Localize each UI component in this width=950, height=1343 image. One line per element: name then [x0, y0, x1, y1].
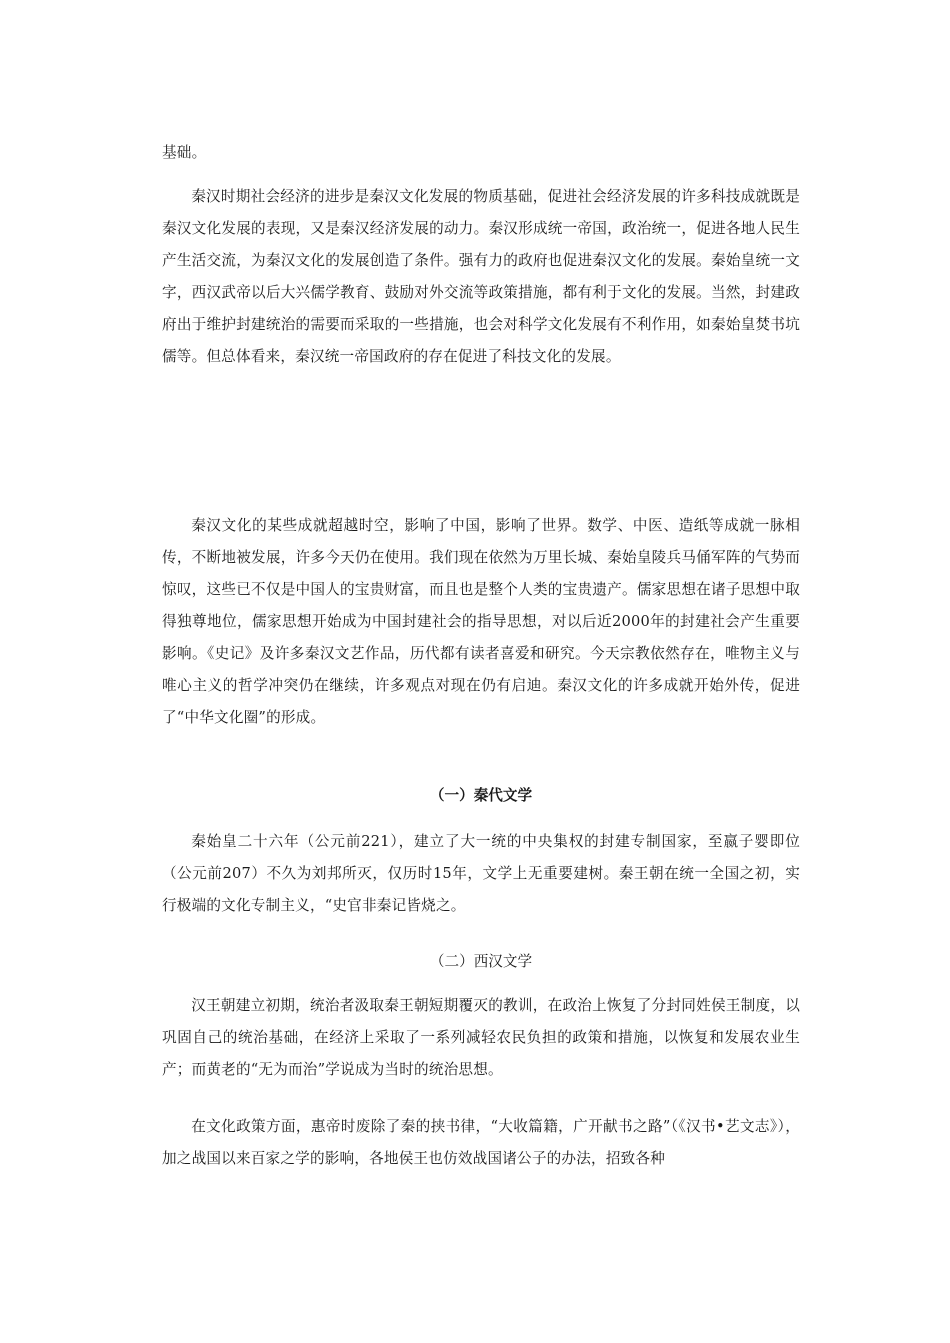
- section-heading-qin-literature: （一）秦代文学: [429, 787, 533, 804]
- paragraph-qin-literature: 秦始皇二十六年（公元前221），建立了大一统的中央集权的封建专制国家，至嬴子婴即位（公元前207）不久为刘邦所灭，仅历时15年，文学上无重要建树。秦王朝在统一全国之初，实行极端的文化专制主义，“史官非秦记皆烧之。: [162, 833, 800, 914]
- section-heading-western-han-literature: （二）西汉文学: [429, 953, 533, 970]
- paragraph-early-han-politics: 汉王朝建立初期，统治者汲取秦王朝短期覆灭的教训，在政治上恢复了分封同姓侯王制度，以巩固自己的统治基础，在经济上采取了一系列减轻农民负担的政策和措施，以恢复和发展农业生产；而黄老的“无为而治”学说成为当时的统治思想。: [162, 997, 800, 1078]
- paragraph-cultural-policy: 在文化政策方面，惠帝时废除了秦的挟书律，“大收篇籍，广开献书之路”（《汉书•艺文志》），加之战国以来百家之学的影响，各地侯王也仿效战国诸公子的办法，招致各种: [162, 1118, 800, 1167]
- paragraph-cultural-influence: 秦汉文化的某些成就超越时空，影响了中国，影响了世界。数学、中医、造纸等成就一脉相传，不断地被发展，许多今天仍在使用。我们现在依然为万里长城、秦始皇陵兵马俑军阵的气势而惊叹，这些已不仅是中国人的宝贵财富，而且也是整个人类的宝贵遗产。儒家思想在诸子思想中取得独尊地位，儒家思想开始成为中国封建社会的指导思想，对以后近2000年的封建社会产生重要影响。《史记》及许多秦汉文艺作品，历代都有读者喜爱和研究。今天宗教依然存在，唯物主义与唯心主义的哲学冲突仍在继续，许多观点对现在仍有启迪。秦汉文化的许多成就开始外传，促进了“中华文化圈”的形成。: [162, 517, 800, 726]
- paragraph-continuation: 基础。: [162, 144, 207, 161]
- paragraph-economy-foundation: 秦汉时期社会经济的进步是秦汉文化发展的物质基础，促进社会经济发展的许多科技成就既是秦汉文化发展的表现，又是秦汉经济发展的动力。秦汉形成统一帝国，政治统一，促进各地人民生产生活交流，为秦汉文化的发展创造了条件。强有力的政府也促进秦汉文化的发展。秦始皇统一文字，西汉武帝以后大兴儒学教育、鼓励对外交流等政策措施，都有利于文化的发展。当然，封建政府出于维护封建统治的需要而采取的一些措施，也会对科学文化发展有不利作用，如秦始皇焚书坑儒等。但总体看来，秦汉统一帝国政府的存在促进了科技文化的发展。: [162, 188, 800, 365]
